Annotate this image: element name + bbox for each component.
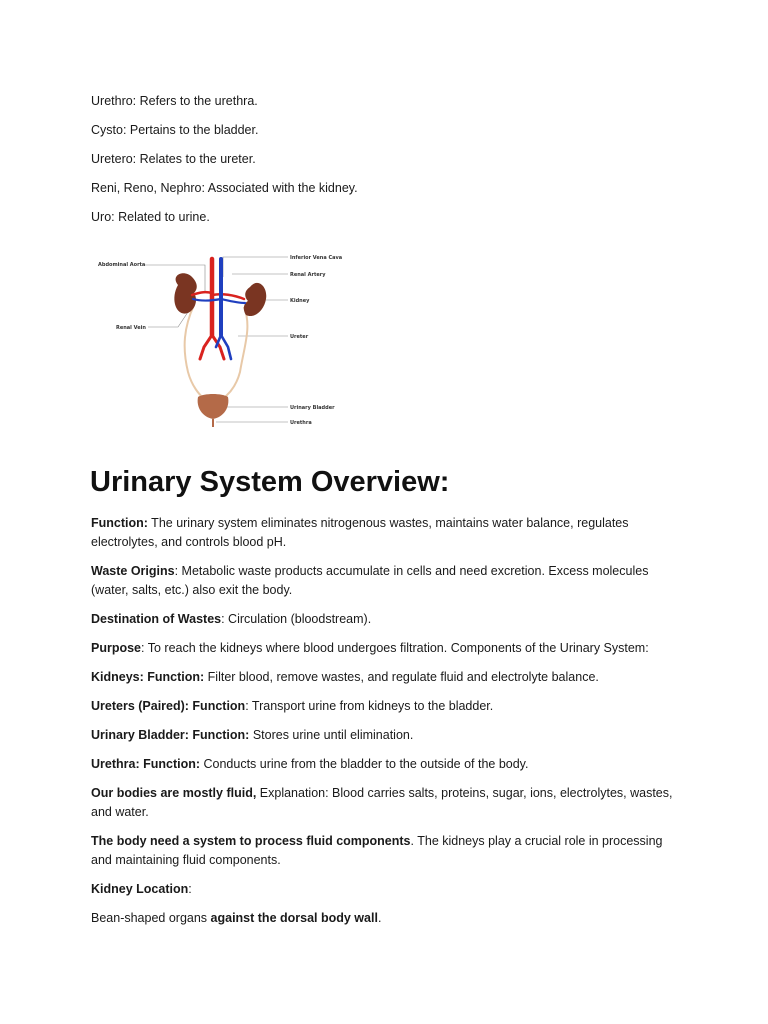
- para-system: [91, 832, 681, 870]
- prefix-uretero: Uretero: Relates to the ureter.: [91, 152, 256, 166]
- para-destination-text: : Circulation (bloodstream).: [221, 612, 372, 626]
- section-heading: Urinary System Overview:: [90, 466, 450, 498]
- urinary-system-illustration: [92, 247, 352, 433]
- para-ureters: [91, 697, 681, 716]
- para-function-label: Function:: [91, 516, 148, 530]
- renal-artery-right: [212, 294, 244, 299]
- para-bladder-text: Stores urine until elimination.: [249, 728, 414, 742]
- para-kidneys-text: Filter blood, remove wastes, and regulate fluid and electrolyte balance.: [204, 670, 599, 684]
- para-system-label: The body need a system to process fluid components: [91, 834, 411, 848]
- prefix-urethro: Urethro: Refers to the urethra.: [91, 94, 258, 108]
- prefix-uro: Uro: Related to urine.: [91, 210, 210, 224]
- para-destination: [91, 610, 681, 629]
- renal-vein-right: [221, 299, 245, 303]
- para-waste-origins-text: : Metabolic waste products accumulate in cells and need excretion. Excess molecules (water, salts, etc.) also exit the body.: [91, 564, 649, 597]
- para-purpose: [91, 639, 681, 658]
- para-bean-text-before: Bean-shaped organs: [91, 911, 211, 925]
- para-kidney-location: [91, 880, 681, 899]
- urinary-system-diagram: [92, 247, 352, 433]
- para-kidney-location-label: Kidney Location: [91, 882, 189, 896]
- ureters: [185, 305, 248, 399]
- para-urethra-text: Conducts urine from the bladder to the outside of the body.: [200, 757, 529, 771]
- label-urinary-bladder: Urinary Bladder: [290, 405, 335, 411]
- label-renal-vein: Renal Vein: [116, 325, 146, 331]
- overview-content: [91, 514, 681, 938]
- label-urethra: Urethra: [290, 420, 312, 426]
- para-purpose-label: Purpose: [91, 641, 142, 655]
- para-system-text: . The kidneys play a crucial role in processing and maintaining fluid components.: [91, 834, 663, 867]
- para-ureters-label: Ureters (Paired): Function: [91, 699, 246, 713]
- prefix-nephro: Reni, Reno, Nephro: Associated with the kidney.: [91, 181, 358, 195]
- para-fluid-label: Our bodies are mostly fluid,: [91, 786, 257, 800]
- para-bean-shaped: [91, 909, 681, 928]
- para-fluid-text: Explanation: Blood carries salts, proteins, sugar, ions, electrolytes, wastes, and water.: [91, 786, 673, 819]
- para-kidney-location-text: :: [188, 882, 192, 896]
- para-kidneys: [91, 668, 681, 687]
- para-bladder-label: Urinary Bladder: Function:: [91, 728, 250, 742]
- para-bladder: [91, 726, 681, 745]
- para-purpose-text: : To reach the kidneys where blood undergoes filtration. Components of the Urinary System:: [141, 641, 649, 655]
- para-fluid: [91, 784, 681, 822]
- prefix-list: [91, 93, 358, 238]
- para-waste-origins-label: Waste Origins: [91, 564, 175, 578]
- leader-ivc-bend: [223, 257, 225, 277]
- right-kidney: [244, 283, 266, 316]
- para-urethra: [91, 755, 681, 774]
- prefix-cysto: Cysto: Pertains to the bladder.: [91, 123, 259, 137]
- label-inferior-vena-cava: Inferior Vena Cava: [290, 255, 343, 261]
- label-abdominal-aorta: Abdominal Aorta: [98, 262, 146, 268]
- para-kidneys-label: Kidneys: Function:: [91, 670, 205, 684]
- para-function: [91, 514, 681, 552]
- para-bean-text-after: .: [377, 911, 382, 925]
- para-ureters-text: : Transport urine from kidneys to the bladder.: [245, 699, 494, 713]
- para-urethra-label: Urethra: Function:: [91, 757, 201, 771]
- renal-artery-left: [192, 292, 212, 295]
- renal-vein-left: [193, 299, 221, 301]
- label-renal-artery: Renal Artery: [290, 272, 326, 278]
- para-bean-bold: against the dorsal body wall: [210, 911, 378, 925]
- label-ureter: Ureter: [290, 334, 309, 340]
- para-waste-origins: [91, 562, 681, 600]
- para-destination-label: Destination of Wastes: [91, 612, 222, 626]
- para-function-text: The urinary system eliminates nitrogenous wastes, maintains water balance, regulates electrolytes, and controls blood pH.: [91, 516, 629, 549]
- label-kidney: Kidney: [290, 298, 310, 304]
